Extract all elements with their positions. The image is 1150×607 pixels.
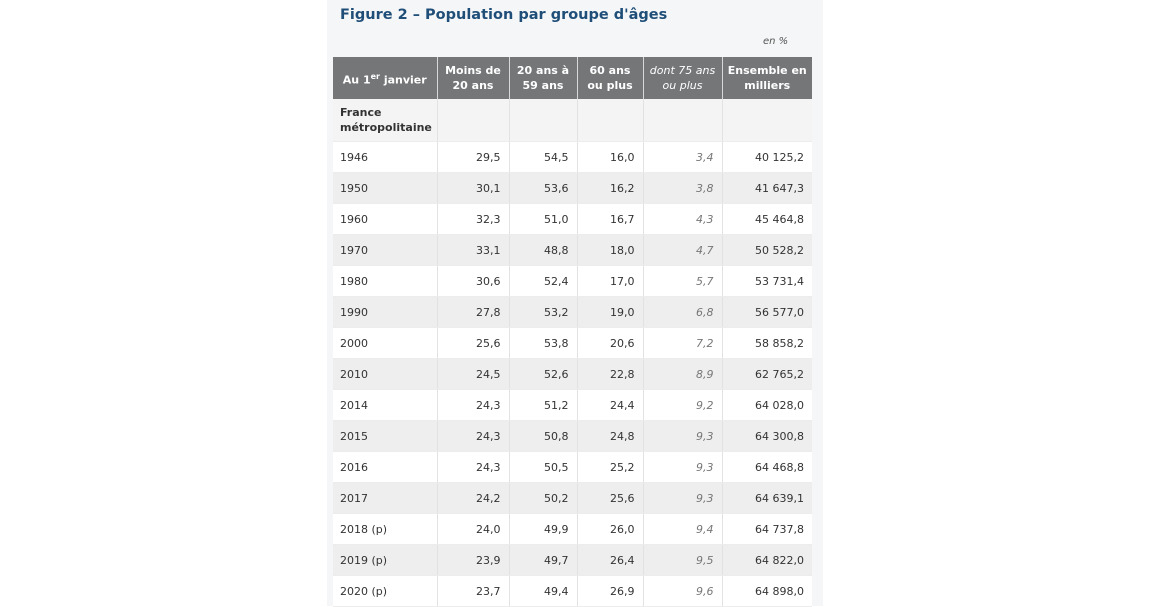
year-cell: 2020 (p) [333, 576, 437, 607]
year-cell: 1946 [333, 142, 437, 173]
total-cell: 64 737,8 [722, 514, 812, 545]
table-header-row [333, 57, 812, 99]
unit-label: en % [763, 36, 789, 47]
year-cell: 1970 [333, 235, 437, 266]
year-cell: 2018 (p) [333, 514, 437, 545]
total-cell: 50 528,2 [722, 235, 812, 266]
age-20-59-cell: 52,4 [509, 266, 577, 297]
year-cell: 2016 [333, 452, 437, 483]
age-60-plus-cell: 16,0 [577, 142, 643, 173]
table-row [333, 173, 812, 204]
age-60-plus-cell: 26,9 [577, 576, 643, 607]
header-60-plus: 60 ans ou plus [577, 57, 643, 99]
age-75-plus-cell: 9,6 [643, 576, 722, 607]
age-20-59-cell: 49,4 [509, 576, 577, 607]
age-60-plus-cell: 17,0 [577, 266, 643, 297]
year-cell: 1960 [333, 204, 437, 235]
under-20-cell: 24,5 [437, 359, 509, 390]
age-60-plus-cell: 24,8 [577, 421, 643, 452]
age-60-plus-cell: 22,8 [577, 359, 643, 390]
header-75-plus: dont 75 ans ou plus [643, 57, 722, 99]
under-20-cell: 29,5 [437, 142, 509, 173]
total-cell: 64 300,8 [722, 421, 812, 452]
age-60-plus-cell: 26,4 [577, 545, 643, 576]
under-20-cell: 30,6 [437, 266, 509, 297]
total-cell: 64 468,8 [722, 452, 812, 483]
age-75-plus-cell: 9,3 [643, 483, 722, 514]
age-75-plus-cell: 9,5 [643, 545, 722, 576]
header-date: Au 1er janvier [333, 57, 437, 99]
section-row [333, 99, 812, 142]
age-75-plus-cell: 4,3 [643, 204, 722, 235]
age-60-plus-cell: 19,0 [577, 297, 643, 328]
total-cell: 62 765,2 [722, 359, 812, 390]
table-row [333, 576, 812, 607]
under-20-cell: 23,9 [437, 545, 509, 576]
age-20-59-cell: 50,5 [509, 452, 577, 483]
table-row [333, 142, 812, 173]
year-cell: 2019 (p) [333, 545, 437, 576]
under-20-cell: 24,3 [437, 421, 509, 452]
age-20-59-cell: 49,7 [509, 545, 577, 576]
year-cell: 1950 [333, 173, 437, 204]
age-60-plus-cell: 16,2 [577, 173, 643, 204]
under-20-cell: 23,7 [437, 576, 509, 607]
age-20-59-cell: 50,2 [509, 483, 577, 514]
age-20-59-cell: 50,8 [509, 421, 577, 452]
age-20-59-cell: 54,5 [509, 142, 577, 173]
age-60-plus-cell: 20,6 [577, 328, 643, 359]
under-20-cell: 25,6 [437, 328, 509, 359]
age-20-59-cell: 53,8 [509, 328, 577, 359]
total-cell: 53 731,4 [722, 266, 812, 297]
age-75-plus-cell: 9,3 [643, 421, 722, 452]
age-75-plus-cell: 3,8 [643, 173, 722, 204]
year-cell: 2010 [333, 359, 437, 390]
age-75-plus-cell: 5,7 [643, 266, 722, 297]
under-20-cell: 30,1 [437, 173, 509, 204]
age-75-plus-cell: 4,7 [643, 235, 722, 266]
under-20-cell: 24,3 [437, 452, 509, 483]
age-20-59-cell: 48,8 [509, 235, 577, 266]
year-cell: 1980 [333, 266, 437, 297]
total-cell: 64 639,1 [722, 483, 812, 514]
total-cell: 64 028,0 [722, 390, 812, 421]
age-20-59-cell: 53,2 [509, 297, 577, 328]
age-75-plus-cell: 8,9 [643, 359, 722, 390]
total-cell: 41 647,3 [722, 173, 812, 204]
age-20-59-cell: 51,2 [509, 390, 577, 421]
section-label: France métropolitaine [333, 99, 437, 142]
age-75-plus-cell: 3,4 [643, 142, 722, 173]
under-20-cell: 33,1 [437, 235, 509, 266]
population-table [333, 57, 812, 607]
header-under-20: Moins de 20 ans [437, 57, 509, 99]
age-60-plus-cell: 18,0 [577, 235, 643, 266]
table-row [333, 359, 812, 390]
under-20-cell: 32,3 [437, 204, 509, 235]
total-cell: 40 125,2 [722, 142, 812, 173]
under-20-cell: 24,0 [437, 514, 509, 545]
header-20-59: 20 ans à 59 ans [509, 57, 577, 99]
year-cell: 1990 [333, 297, 437, 328]
table-row [333, 514, 812, 545]
table-row [333, 421, 812, 452]
table-row [333, 545, 812, 576]
table-row [333, 204, 812, 235]
total-cell: 64 898,0 [722, 576, 812, 607]
table-row [333, 452, 812, 483]
age-60-plus-cell: 26,0 [577, 514, 643, 545]
figure-title: Figure 2 – Population par groupe d'âges [340, 7, 668, 23]
under-20-cell: 27,8 [437, 297, 509, 328]
age-20-59-cell: 52,6 [509, 359, 577, 390]
year-cell: 2000 [333, 328, 437, 359]
table-row [333, 390, 812, 421]
under-20-cell: 24,2 [437, 483, 509, 514]
age-75-plus-cell: 9,4 [643, 514, 722, 545]
age-60-plus-cell: 25,6 [577, 483, 643, 514]
table-row [333, 297, 812, 328]
age-75-plus-cell: 7,2 [643, 328, 722, 359]
age-75-plus-cell: 9,3 [643, 452, 722, 483]
age-75-plus-cell: 6,8 [643, 297, 722, 328]
age-60-plus-cell: 24,4 [577, 390, 643, 421]
age-20-59-cell: 51,0 [509, 204, 577, 235]
table-row [333, 235, 812, 266]
year-cell: 2017 [333, 483, 437, 514]
age-60-plus-cell: 25,2 [577, 452, 643, 483]
total-cell: 58 858,2 [722, 328, 812, 359]
total-cell: 56 577,0 [722, 297, 812, 328]
age-60-plus-cell: 16,7 [577, 204, 643, 235]
under-20-cell: 24,3 [437, 390, 509, 421]
total-cell: 45 464,8 [722, 204, 812, 235]
header-total: Ensemble en milliers [722, 57, 812, 99]
year-cell: 2015 [333, 421, 437, 452]
table-row [333, 328, 812, 359]
year-cell: 2014 [333, 390, 437, 421]
age-75-plus-cell: 9,2 [643, 390, 722, 421]
age-20-59-cell: 49,9 [509, 514, 577, 545]
table-row [333, 483, 812, 514]
total-cell: 64 822,0 [722, 545, 812, 576]
table-row [333, 266, 812, 297]
age-20-59-cell: 53,6 [509, 173, 577, 204]
